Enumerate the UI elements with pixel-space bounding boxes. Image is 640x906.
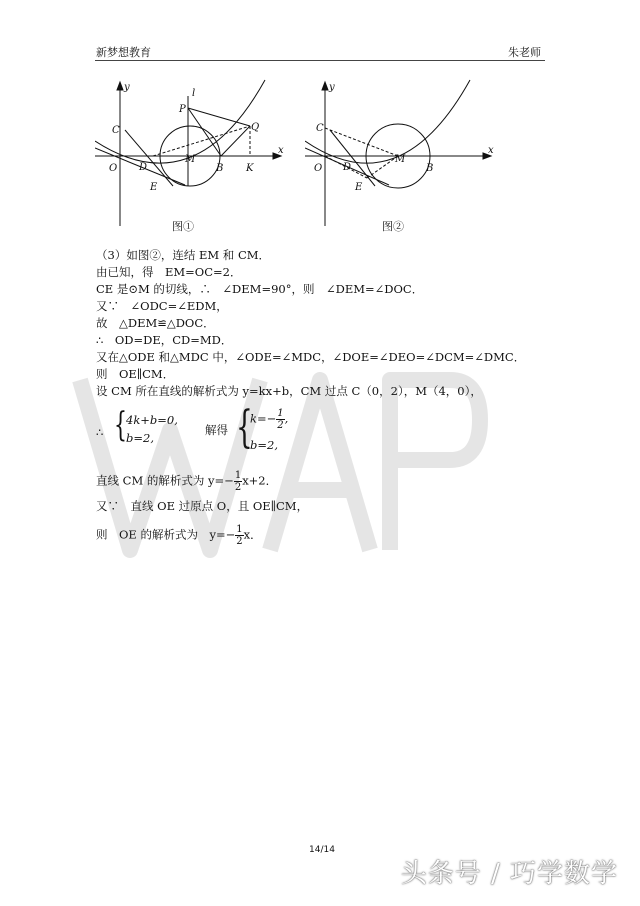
solution-line-4: 又∵ ∠ODC=∠EDM， [96, 299, 228, 313]
fig2-label-O: O [314, 163, 323, 174]
line-10-pre: 直线 CM 的解析式为 y=− [96, 473, 234, 488]
solution-line-7: 又在△ODE 和△MDC 中，∠ODE=∠MDC，∠DOE=∠DEO=∠DCM=∠DMC． [96, 350, 526, 364]
fig1-label-K: K [246, 163, 254, 174]
fig2-label-B: B [426, 163, 434, 174]
fig1-label-y: y [124, 82, 130, 93]
header-divider [95, 60, 545, 61]
solution-line-1: （3）如图②，连结 EM 和 CM． [96, 248, 271, 262]
fraction-den: 2 [236, 536, 243, 547]
figure-2-diagram [305, 78, 500, 228]
fig2-label-M: M [395, 154, 406, 165]
line-12-post: x． [243, 527, 262, 542]
solution-line-11: 又∵ 直线 OE 过原点 O，且 OE∥CM， [96, 499, 309, 513]
fig1-label-x: x [278, 145, 284, 156]
fig1-label-l: l [192, 88, 196, 99]
fig1-label-P: P [179, 104, 186, 115]
fig1-label-E: E [150, 182, 158, 193]
system-2-eq1-post: , [284, 411, 289, 426]
solution-line-3: CE 是⊙M 的切线，∴ ∠DEM=90°，则 ∠DEM=∠DOC． [96, 282, 424, 296]
system-1-eq2: b=2, [126, 431, 154, 445]
system-1-brace: { [114, 405, 127, 445]
watermark-logo [60, 320, 500, 584]
figure-2-caption: 图② [382, 220, 404, 233]
header-left: 新梦想教育 [96, 46, 151, 59]
page-number: 14/14 [309, 845, 335, 855]
therefore-symbol: ∴ [96, 425, 104, 439]
fig1-label-C: C [112, 125, 120, 136]
figure-1 [95, 78, 290, 228]
fig2-label-y: y [329, 82, 335, 93]
line-10-post: x+2． [242, 473, 278, 488]
system-2-eq2: b=2, [250, 438, 278, 452]
system-2-eq1-pre: k=− [250, 411, 277, 426]
solution-line-8: 则 OE∥CM． [96, 367, 175, 381]
fig2-label-E: E [355, 182, 363, 193]
fig1-label-M: M [185, 154, 196, 165]
solution-line-2: 由已知，得 EM=OC=2． [96, 265, 242, 279]
system-2-brace: { [236, 402, 253, 453]
fig1-label-Q: Q [251, 122, 260, 133]
line-12-pre: 则 OE 的解析式为 y=− [96, 527, 236, 542]
fig1-label-D: D [139, 162, 148, 173]
solution-line-5: 故 △DEM≌△DOC． [96, 316, 215, 330]
fraction-num: 1 [234, 470, 242, 481]
fig2-label-C: C [316, 123, 324, 134]
fraction-den: 2 [234, 482, 242, 493]
solution-line-9: 设 CM 所在直线的解析式为 y=kx+b，CM 过点 C（0，2），M（4，0）， [96, 384, 482, 398]
fig1-label-O: O [109, 163, 118, 174]
toutiao-watermark-text: 头条号 / 巧学数学 [400, 859, 618, 889]
fig2-label-x: x [488, 145, 494, 156]
fraction-num: 1 [236, 524, 243, 535]
fig2-label-D: D [343, 162, 352, 173]
fraction-den: 2 [277, 420, 284, 431]
solution-line-6: ∴ OD=DE，CD=MD． [96, 333, 233, 347]
header-right: 朱老师 [508, 46, 541, 59]
figure-2 [305, 78, 500, 228]
figure-1-caption: 图① [172, 220, 194, 233]
fraction-num: 1 [277, 408, 284, 419]
figure-1-diagram [95, 78, 290, 228]
solve-label: 解得 [205, 423, 228, 437]
fig1-label-B: B [216, 163, 224, 174]
system-1-eq1: 4k+b=0, [126, 413, 178, 427]
